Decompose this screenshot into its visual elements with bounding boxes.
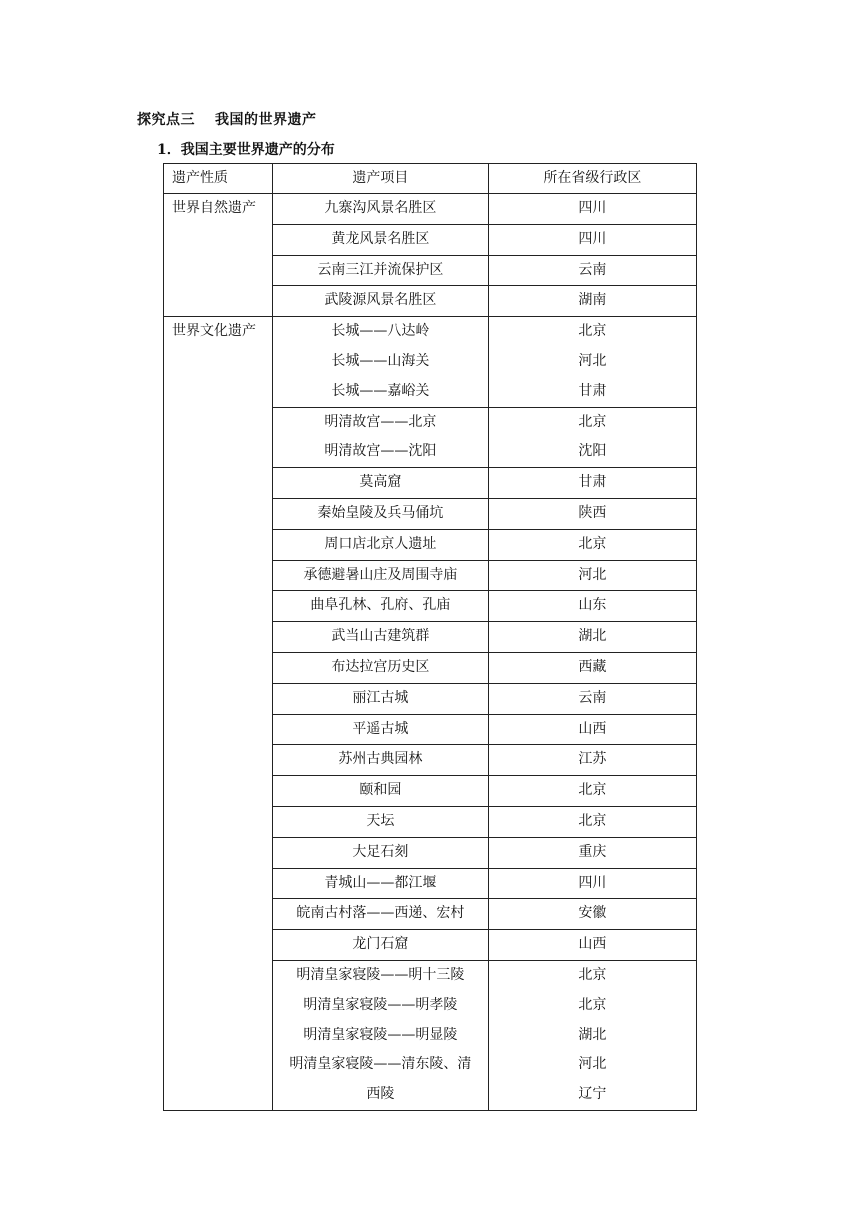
table-row — [164, 194, 697, 225]
column-header-category: 遗产性质 — [164, 164, 273, 194]
heritage-item-cell — [272, 868, 488, 899]
province-cell — [488, 745, 696, 776]
province-name: 沈阳 — [578, 443, 607, 460]
heritage-item-cell — [272, 745, 488, 776]
province-cell — [488, 468, 696, 499]
heritage-item: 承德避暑山庄及周围寺庙 — [303, 566, 458, 583]
province-name: 江苏 — [578, 751, 607, 768]
heritage-item: 天坛 — [366, 812, 395, 829]
province-cell — [488, 806, 696, 837]
province-name: 辽宁 — [578, 1086, 607, 1103]
category-label: 世界自然遗产 — [172, 200, 256, 216]
heritage-item: 明清皇家寝陵——明孝陵 — [303, 996, 458, 1013]
province-name: 陕西 — [578, 504, 607, 521]
heritage-item: 明清故宫——北京 — [324, 413, 437, 430]
province-cell — [488, 317, 696, 407]
province-cell — [488, 255, 696, 286]
heritage-item: 西陵 — [366, 1086, 395, 1103]
heritage-item-cell — [272, 806, 488, 837]
province-name: 四川 — [578, 200, 607, 216]
heritage-item-cell — [272, 960, 488, 1110]
province-name: 甘肃 — [578, 474, 607, 491]
province-cell — [488, 960, 696, 1110]
province-name: 四川 — [578, 874, 607, 891]
heritage-item-cell — [272, 622, 488, 653]
heritage-item: 周口店北京人遗址 — [324, 535, 437, 552]
heritage-item: 莫高窟 — [359, 474, 402, 491]
province-cell — [488, 868, 696, 899]
heritage-item-cell — [272, 652, 488, 683]
heritage-item: 黄龙风景名胜区 — [331, 230, 430, 247]
heritage-item: 明清皇家寝陵——明显陵 — [303, 1026, 458, 1043]
heritage-item: 武当山古建筑群 — [331, 628, 430, 645]
province-name: 湖北 — [578, 1026, 607, 1043]
heritage-item: 长城——山海关 — [331, 352, 430, 369]
section-label: 探究点三 — [137, 112, 195, 128]
heritage-item-cell — [272, 776, 488, 807]
province-cell — [488, 591, 696, 622]
subsection-title: 1．我国主要世界遗产的分布 — [157, 142, 335, 158]
heritage-item-cell — [272, 468, 488, 499]
province-cell — [488, 683, 696, 714]
province-cell — [488, 286, 696, 317]
province-name: 山西 — [578, 936, 607, 953]
province-name: 北京 — [578, 812, 607, 829]
category-label: 世界文化遗产 — [172, 323, 256, 340]
province-name: 云南 — [578, 261, 607, 278]
province-name: 重庆 — [578, 843, 607, 860]
heritage-item-cell — [272, 899, 488, 930]
province-cell — [488, 652, 696, 683]
heritage-item: 龙门石窟 — [352, 936, 409, 953]
heritage-item-cell — [272, 224, 488, 255]
province-cell — [488, 560, 696, 591]
province-name: 云南 — [578, 689, 607, 706]
province-cell — [488, 622, 696, 653]
section-title: 我国的世界遗产 — [215, 112, 317, 128]
heritage-item: 曲阜孔林、孔府、孔庙 — [310, 597, 451, 614]
heritage-table — [163, 163, 697, 1111]
heritage-item: 武陵源风景名胜区 — [324, 292, 437, 309]
heritage-item: 丽江古城 — [352, 689, 409, 706]
province-name: 山西 — [578, 720, 607, 737]
heritage-item-cell — [272, 683, 488, 714]
heritage-item-cell — [272, 591, 488, 622]
province-name: 北京 — [578, 413, 607, 430]
category-cell — [164, 317, 273, 1111]
heritage-item: 青城山——都江堰 — [324, 874, 437, 891]
heritage-item: 颐和园 — [359, 782, 402, 799]
section-heading — [137, 109, 317, 129]
province-name: 安徽 — [578, 905, 607, 922]
heritage-item: 明清故宫——沈阳 — [324, 443, 437, 460]
heritage-item-cell — [272, 714, 488, 745]
table-header-row — [164, 164, 697, 194]
province-cell — [488, 529, 696, 560]
province-name: 山东 — [578, 597, 607, 614]
heritage-item: 皖南古村落——西递、宏村 — [296, 905, 465, 922]
province-name: 河北 — [578, 352, 607, 369]
province-cell — [488, 837, 696, 868]
heritage-item: 大足石刻 — [352, 843, 409, 860]
province-cell — [488, 498, 696, 529]
province-name: 河北 — [578, 566, 607, 583]
province-name: 河北 — [578, 1056, 607, 1073]
province-name: 北京 — [578, 323, 607, 340]
heritage-item: 明清皇家寝陵——清东陵、清 — [289, 1056, 472, 1073]
category-cell — [164, 194, 273, 317]
heritage-item: 云南三江并流保护区 — [317, 261, 444, 278]
province-cell — [488, 714, 696, 745]
province-cell — [488, 224, 696, 255]
heritage-item-cell — [272, 194, 488, 225]
province-name: 甘肃 — [578, 382, 607, 399]
heritage-item: 九寨沟风景名胜区 — [324, 200, 437, 216]
province-name: 西藏 — [578, 658, 607, 675]
heritage-item-cell — [272, 286, 488, 317]
province-cell — [488, 930, 696, 961]
province-cell — [488, 776, 696, 807]
heritage-item-cell — [272, 529, 488, 560]
heritage-item: 布达拉宫历史区 — [331, 658, 430, 675]
heritage-item: 苏州古典园林 — [338, 751, 423, 768]
heritage-item-cell — [272, 317, 488, 407]
province-name: 北京 — [578, 966, 607, 983]
heritage-item-cell — [272, 255, 488, 286]
heritage-item-cell — [272, 930, 488, 961]
province-cell — [488, 407, 696, 468]
province-name: 北京 — [578, 535, 607, 552]
heritage-item: 长城——八达岭 — [331, 323, 430, 340]
heritage-item: 明清皇家寝陵——明十三陵 — [296, 966, 465, 983]
heritage-item: 长城——嘉峪关 — [331, 382, 430, 399]
province-name: 湖北 — [578, 628, 607, 645]
province-cell — [488, 194, 696, 225]
province-name: 湖南 — [578, 292, 607, 309]
province-name: 北京 — [578, 782, 607, 799]
heritage-item: 秦始皇陵及兵马俑坑 — [317, 504, 444, 521]
heritage-item-cell — [272, 498, 488, 529]
heritage-item: 平遥古城 — [352, 720, 409, 737]
heritage-item-cell — [272, 837, 488, 868]
column-header-item: 遗产项目 — [272, 164, 488, 194]
province-name: 四川 — [578, 230, 607, 247]
heritage-item-cell — [272, 407, 488, 468]
table-row — [164, 317, 697, 407]
province-name: 北京 — [578, 996, 607, 1013]
heritage-item-cell — [272, 560, 488, 591]
province-cell — [488, 899, 696, 930]
column-header-province: 所在省级行政区 — [488, 164, 696, 194]
